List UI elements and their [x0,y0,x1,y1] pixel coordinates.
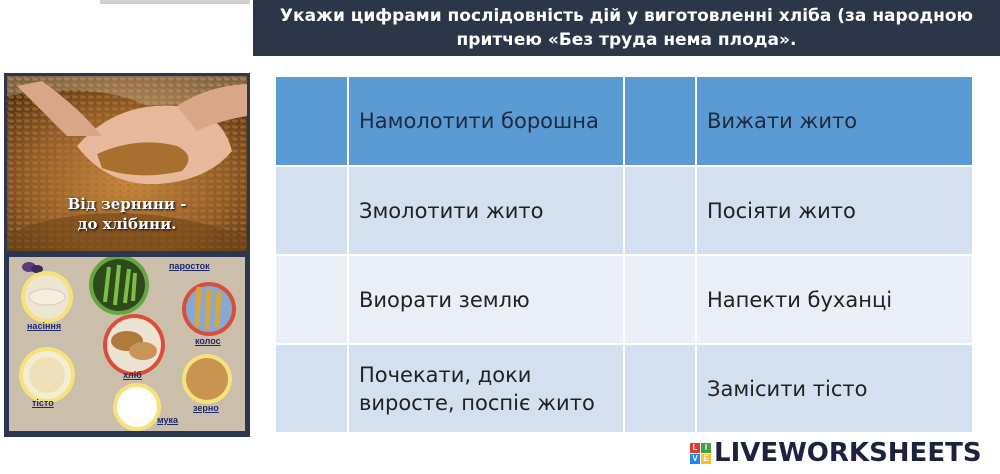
collage-label-ear: колос [195,336,221,346]
step-cell-line-1: Почекати, доки [359,362,532,387]
bread-cycle-collage [9,257,245,431]
table-row [276,166,973,255]
liveworksheets-logo[interactable] [690,436,982,470]
photo-caption-line-1: Від зернини - [67,195,187,213]
step-cell: Вижати жито [696,77,973,166]
order-input-cell[interactable] [276,344,348,433]
step-cell [348,344,624,433]
order-input-cell[interactable] [624,77,696,166]
top-edge-bar [100,0,250,4]
step-cell: Намолотити борошна [348,77,624,166]
step-cell: Посіяти жито [696,166,973,255]
order-input-cell[interactable] [276,166,348,255]
logo-letter: V [690,454,700,464]
logo-letter: E [701,454,711,464]
photo-caption-line-2: до хлібини. [77,215,177,233]
collage-label-grain: зерно [193,403,219,413]
illustration-panel [4,73,250,437]
table-row [276,344,973,433]
order-input-cell[interactable] [624,166,696,255]
logo-letter: L [690,443,700,453]
collage-label-seed: насіння [27,321,62,331]
task-title [253,0,1000,56]
collage-label-sprout: паросток [169,261,210,271]
step-cell: Напекти буханці [696,255,973,344]
sequence-table [276,77,974,434]
step-cell: Замісити тісто [696,344,973,433]
logo-blocks-icon [690,443,711,464]
task-title-line-2: притчею «Без труда нема плода». [456,30,797,50]
step-cell: Змолотити жито [348,166,624,255]
order-input-cell[interactable] [624,255,696,344]
collage-label-flour: мука [157,415,179,425]
hands-grain-photo [7,76,247,251]
table-row [276,255,973,344]
order-input-cell[interactable] [624,344,696,433]
order-input-cell[interactable] [276,77,348,166]
step-cell: Виорати землю [348,255,624,344]
logo-text: LIVEWORKSHEETS [714,438,982,468]
order-input-cell[interactable] [276,255,348,344]
collage-label-bread: хліб [123,370,142,380]
step-cell-line-2: виросте, поспіє жито [359,390,595,415]
task-title-line-1: Укажи цифрами послідовність дій у виготовленні хліба (за народною [279,6,974,26]
table-row [276,77,973,166]
collage-label-dough: тісто [32,398,54,408]
logo-letter: I [701,443,711,453]
